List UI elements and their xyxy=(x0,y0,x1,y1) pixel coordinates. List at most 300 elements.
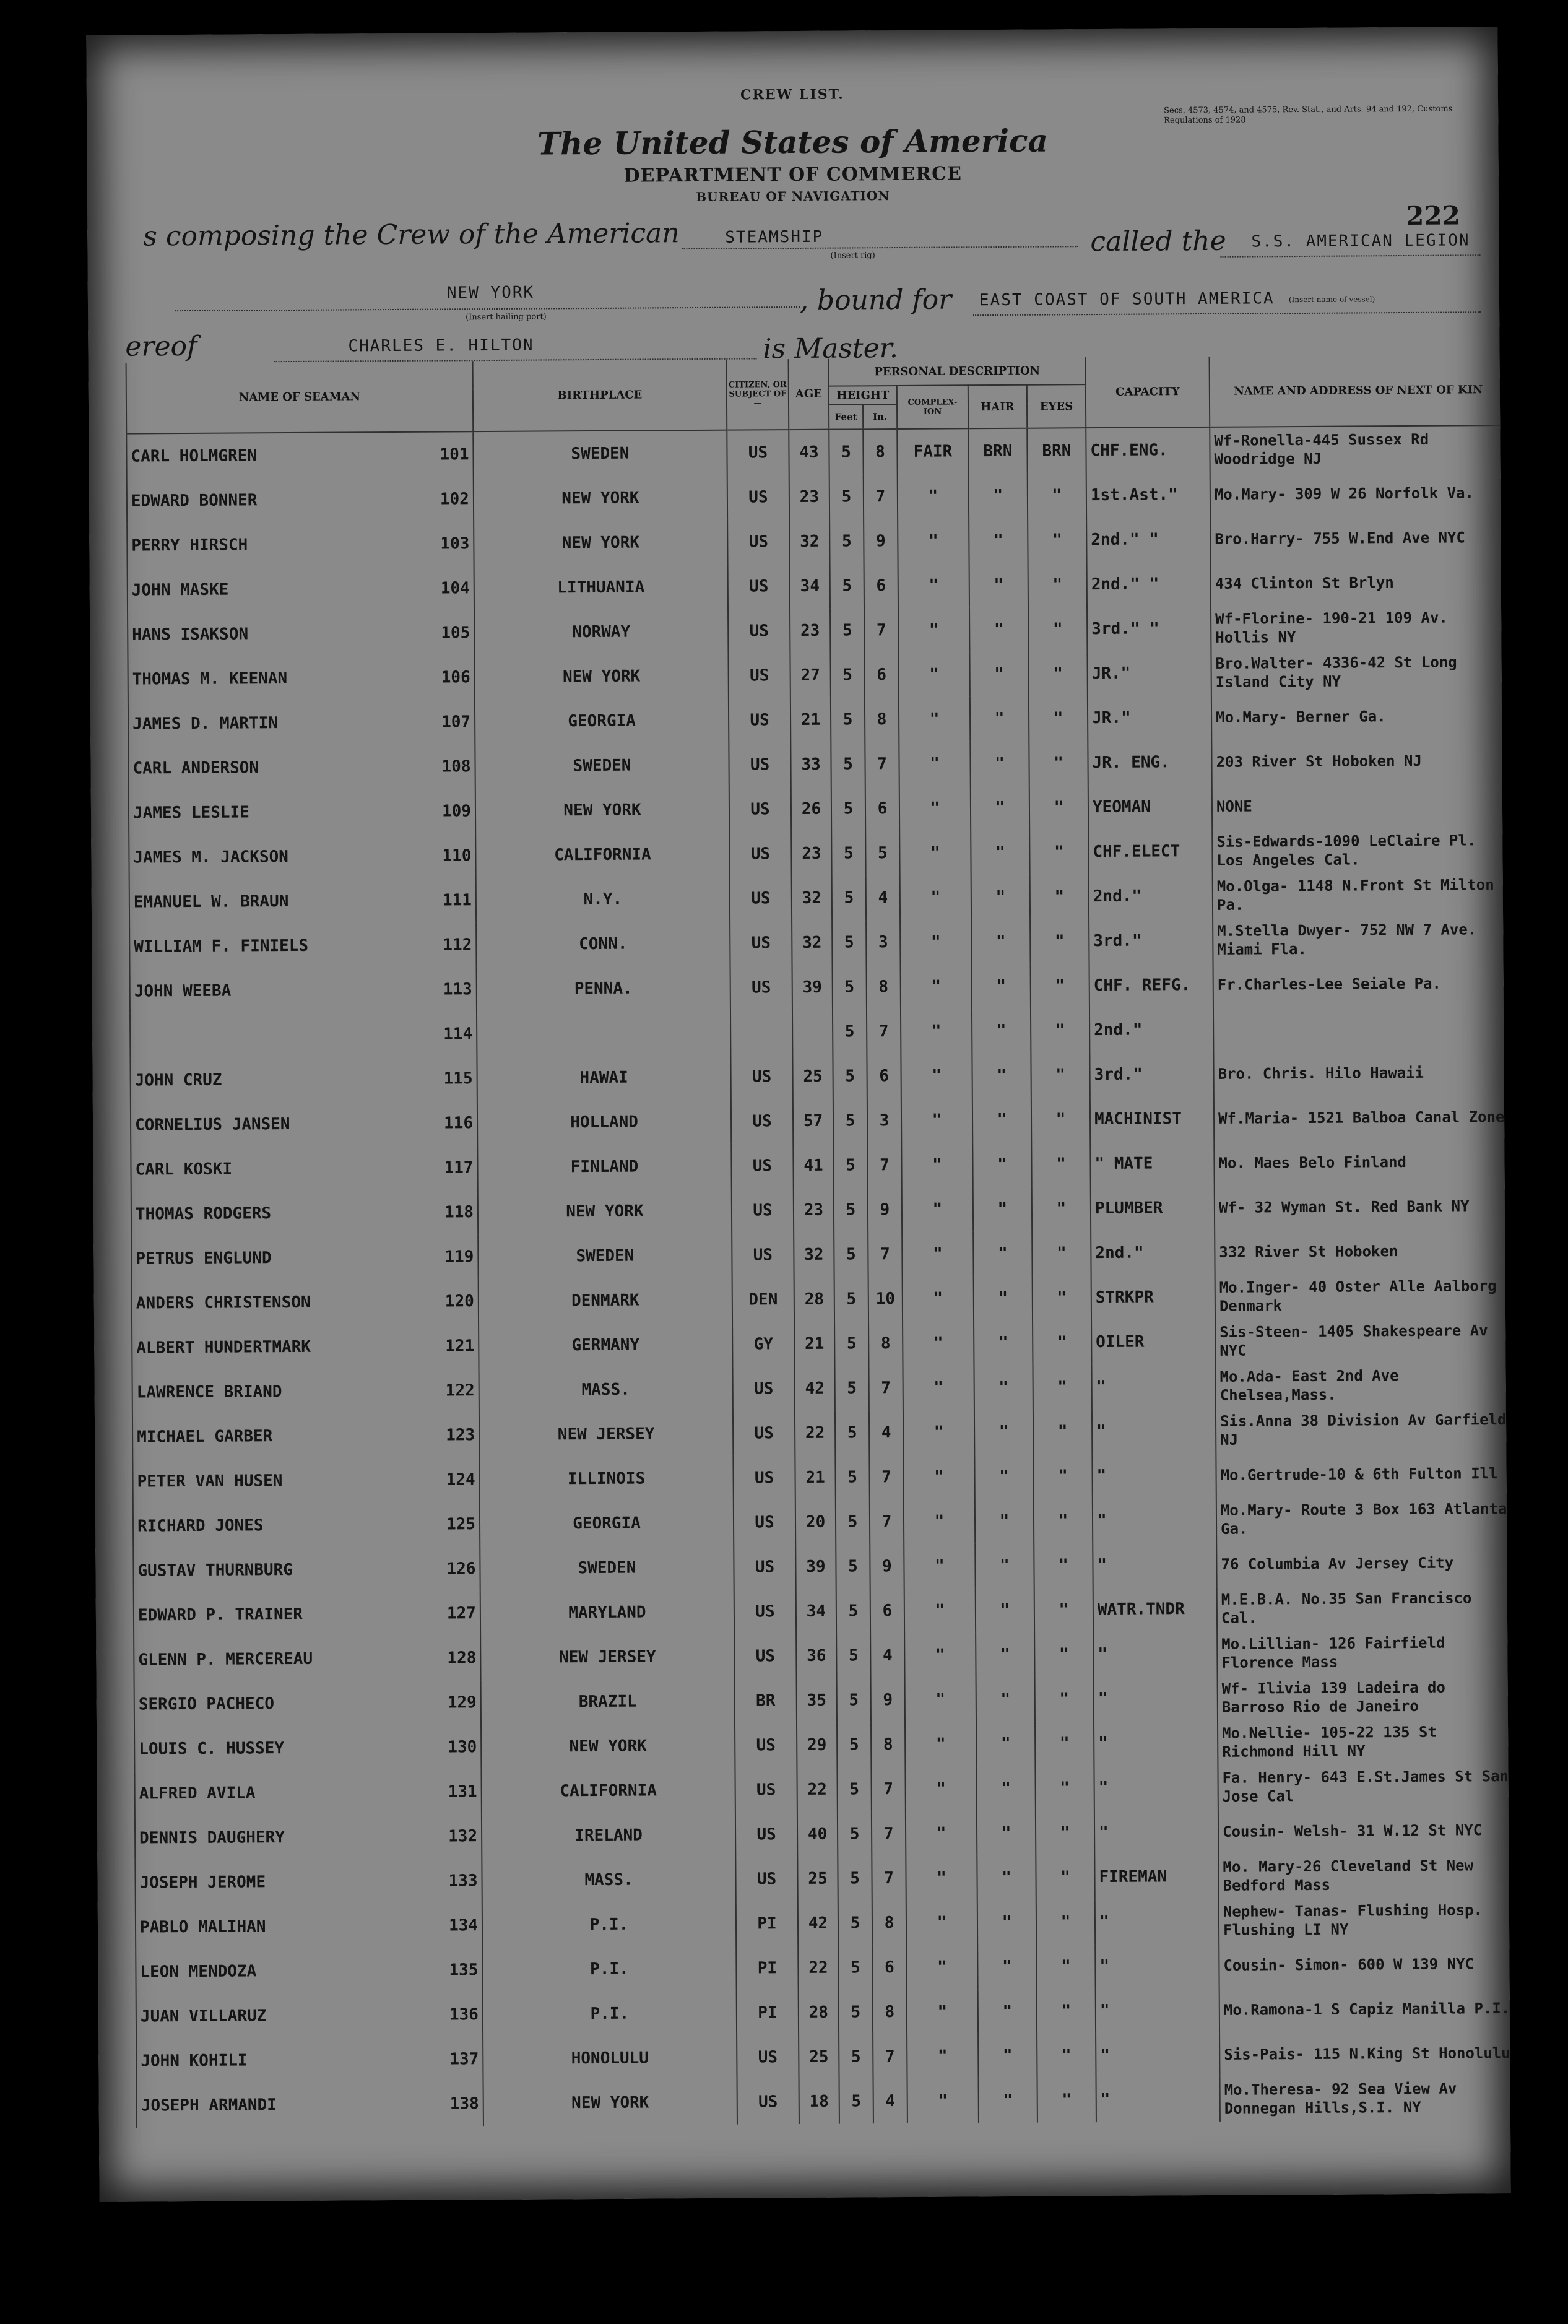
birthplace: SWEDEN xyxy=(473,430,727,477)
hair: " xyxy=(978,2034,1037,2079)
citizenship: BR xyxy=(735,1678,797,1723)
capacity: 3rd." xyxy=(1089,918,1213,963)
hair: " xyxy=(978,1989,1037,2034)
height-inches: 8 xyxy=(873,1990,907,2034)
height-inches: 6 xyxy=(870,1589,904,1633)
seaman-name: LEON MENDOZA xyxy=(140,1962,257,1982)
hair: " xyxy=(977,1855,1036,1901)
capacity: WATR.TNDR xyxy=(1093,1587,1217,1632)
crew-row xyxy=(129,916,1510,969)
capacity: JR. ENG. xyxy=(1088,740,1211,785)
citizenship: US xyxy=(733,1455,795,1501)
height-feet: 5 xyxy=(836,1544,870,1589)
crew-row xyxy=(134,1719,1511,1772)
height-feet: 5 xyxy=(839,2079,873,2123)
height-feet: 5 xyxy=(834,1277,868,1321)
eyes: " xyxy=(1036,1855,1094,1900)
crew-row xyxy=(128,560,1508,613)
eyes: " xyxy=(1036,1944,1095,1989)
capacity: 2nd." xyxy=(1091,1230,1215,1275)
height-feet: 5 xyxy=(836,1633,870,1678)
seaman-name: PETRUS ENGLUND xyxy=(136,1249,272,1268)
eyes: " xyxy=(1028,562,1087,607)
citizenship: US xyxy=(727,430,789,475)
age: 25 xyxy=(797,1857,838,1901)
height-feet: 5 xyxy=(835,1410,869,1455)
seaman-name-cell xyxy=(134,1591,480,1637)
seaman-number: 138 xyxy=(449,2094,479,2114)
capacity: " xyxy=(1092,1408,1216,1454)
complexion: " xyxy=(898,474,969,519)
seaman-number: 105 xyxy=(441,623,470,643)
height-inches: 4 xyxy=(869,1410,903,1455)
capacity: " xyxy=(1092,1453,1216,1498)
complexion: " xyxy=(903,1320,974,1366)
capacity: YEOMAN xyxy=(1088,784,1212,830)
eyes: " xyxy=(1033,1275,1091,1320)
seaman-name-cell xyxy=(127,521,474,568)
next-of-kin: Sis-Edwards-1090 LeClaire Pl. Los Angeles Cal. xyxy=(1212,827,1509,874)
eyes: " xyxy=(1028,473,1086,518)
complexion: " xyxy=(900,875,971,920)
seaman-name-cell xyxy=(130,967,477,1013)
age: 18 xyxy=(799,2079,839,2124)
citizenship: US xyxy=(734,1634,796,1679)
hair: " xyxy=(976,1632,1034,1678)
eyes: " xyxy=(1032,1231,1091,1276)
master-name: CHARLES E. HILTON xyxy=(348,336,534,356)
crew-row xyxy=(129,783,1509,836)
age: 22 xyxy=(798,1946,838,1990)
height-feet: 5 xyxy=(838,1856,872,1901)
birthplace: NORWAY xyxy=(474,609,728,656)
citizenship: US xyxy=(731,1099,793,1144)
hair: " xyxy=(974,1410,1033,1455)
birthplace: ILLINOIS xyxy=(479,1456,733,1502)
birthplace: FINLAND xyxy=(477,1144,731,1190)
age: 32 xyxy=(789,519,829,564)
crew-row xyxy=(134,1674,1511,1727)
crew-row xyxy=(132,1317,1511,1371)
seaman-number: 101 xyxy=(440,445,469,464)
hair: BRN xyxy=(968,428,1027,474)
eyes: " xyxy=(1029,740,1088,786)
capacity: " xyxy=(1094,1765,1218,1810)
eyes: " xyxy=(1028,518,1086,563)
age: 20 xyxy=(795,1500,836,1545)
height-inches: 9 xyxy=(871,1678,905,1722)
hailing-port: NEW YORK xyxy=(446,283,535,303)
seaman-name: JOHN MASKE xyxy=(131,580,229,600)
hair: " xyxy=(972,1008,1031,1054)
seaman-number: 117 xyxy=(444,1158,474,1177)
citizenship: US xyxy=(734,1545,795,1590)
crew-row xyxy=(131,1228,1510,1281)
capacity: 2nd." " xyxy=(1086,517,1210,562)
seaman-name: CARL HOLMGREN xyxy=(131,446,258,466)
age: 28 xyxy=(794,1277,834,1322)
seaman-number: 104 xyxy=(440,579,470,598)
seaman-name-cell xyxy=(129,833,475,880)
seaman-name-cell xyxy=(134,1636,480,1682)
height-feet: 5 xyxy=(832,875,866,920)
seaman-name-cell xyxy=(131,1190,478,1236)
next-of-kin xyxy=(1213,1005,1510,1052)
capacity: " xyxy=(1093,1498,1216,1543)
birthplace: SWEDEN xyxy=(475,743,729,789)
next-of-kin: 332 River St Hoboken xyxy=(1215,1228,1511,1275)
eyes: " xyxy=(1029,830,1088,875)
capacity: " xyxy=(1096,1988,1219,2033)
height-inches: 8 xyxy=(872,1901,906,1945)
height-feet: 5 xyxy=(833,965,867,1009)
next-of-kin: Mo.Mary- Route 3 Box 163 Atlanta Ga. xyxy=(1216,1496,1511,1542)
crew-row xyxy=(132,1407,1511,1460)
citizenship: US xyxy=(730,876,792,921)
crew-row xyxy=(133,1496,1511,1549)
citizenship: US xyxy=(729,742,790,787)
seaman-name: GUSTAV THURNBURG xyxy=(137,1561,293,1580)
capacity: 3rd." xyxy=(1089,1052,1213,1097)
age: 25 xyxy=(792,1054,833,1099)
seaman-name-cell xyxy=(131,1234,478,1281)
eyes: " xyxy=(1030,919,1089,964)
eyes: " xyxy=(1028,651,1087,696)
complexion: " xyxy=(903,1454,974,1499)
citizenship: US xyxy=(731,1143,793,1189)
seaman-number: 109 xyxy=(441,802,472,821)
age: 27 xyxy=(790,653,830,698)
seaman-name-cell xyxy=(131,1101,477,1147)
capacity: 2nd." xyxy=(1089,1007,1213,1052)
age: 41 xyxy=(793,1143,833,1188)
hair: " xyxy=(973,1187,1032,1232)
next-of-kin: 203 River St Hoboken NJ xyxy=(1211,738,1509,784)
seaman-name-cell xyxy=(136,2037,483,2083)
citizenship: US xyxy=(732,1366,794,1411)
citizenship: US xyxy=(728,564,790,609)
citizenship: US xyxy=(735,1723,797,1768)
complexion: " xyxy=(899,741,970,786)
height-inches: 4 xyxy=(870,1633,904,1678)
citizenship: DEN xyxy=(732,1277,794,1322)
height-feet: 5 xyxy=(832,920,866,965)
hair: " xyxy=(976,1766,1035,1811)
next-of-kin: 76 Columbia Av Jersey City xyxy=(1216,1540,1510,1587)
capacity: JR." xyxy=(1087,651,1211,696)
age xyxy=(792,1010,833,1054)
height-inches: 3 xyxy=(866,920,900,965)
hair: " xyxy=(976,1722,1035,1767)
hair: " xyxy=(969,563,1028,608)
bureau-heading: BUREAU OF NAVIGATION xyxy=(696,188,890,204)
citizenship: PI xyxy=(736,1901,798,1946)
complexion: " xyxy=(901,1142,972,1187)
crew-row xyxy=(128,604,1508,657)
crew-row xyxy=(134,1585,1511,1638)
height-inches: 7 xyxy=(873,2034,907,2079)
height-inches: 9 xyxy=(868,1187,902,1232)
complexion: " xyxy=(904,1543,975,1589)
seaman-name: JOSEPH ARMANDI xyxy=(141,2096,277,2115)
height-inches: 7 xyxy=(868,1232,902,1277)
eyes: " xyxy=(1034,1498,1093,1543)
seaman-name: THOMAS RODGERS xyxy=(135,1204,272,1224)
crew-row xyxy=(135,1852,1510,1906)
capacity: STRKPR xyxy=(1091,1275,1215,1320)
hair: " xyxy=(977,1811,1036,1856)
height-inches: 7 xyxy=(867,1143,901,1187)
col-eyes-header: EYES xyxy=(1027,384,1086,428)
height-feet: 5 xyxy=(836,1589,870,1633)
height-inches: 7 xyxy=(872,1811,906,1856)
complexion: " xyxy=(901,964,972,1009)
age: 39 xyxy=(795,1545,836,1589)
birthplace: NEW YORK xyxy=(474,654,728,700)
birthplace: NEW JERSEY xyxy=(480,1634,734,1681)
next-of-kin: Mo.Inger- 40 Oster Alle Aalborg Denmark xyxy=(1215,1273,1511,1319)
birthplace: SWEDEN xyxy=(478,1233,732,1280)
height-inches: 8 xyxy=(868,1321,903,1366)
crew-row xyxy=(127,470,1507,524)
next-of-kin: Wf- Ilivia 139 Ladeira do Barroso Rio de Janeiro xyxy=(1218,1674,1511,1720)
height-inches: 7 xyxy=(870,1499,904,1544)
birthplace: HOLLAND xyxy=(477,1099,731,1146)
seaman-name-cell xyxy=(131,1145,477,1192)
age: 23 xyxy=(794,1188,834,1233)
height-inches: 7 xyxy=(865,742,899,786)
birthplace: NEW YORK xyxy=(475,787,729,834)
height-feet: 5 xyxy=(837,1678,871,1722)
seaman-name-cell xyxy=(136,1992,483,2039)
hailing-hint: (Insert hailing port) xyxy=(466,312,547,323)
age: 29 xyxy=(797,1723,837,1767)
age: 23 xyxy=(791,831,831,876)
seaman-number: 114 xyxy=(443,1025,473,1044)
height-inches: 6 xyxy=(872,1945,906,1990)
capacity: PLUMBER xyxy=(1091,1186,1215,1231)
capacity: " xyxy=(1093,1631,1217,1676)
next-of-kin: M.E.B.A. No.35 San Francisco Cal. xyxy=(1217,1585,1511,1631)
hair: " xyxy=(969,652,1028,697)
age: 42 xyxy=(794,1366,834,1411)
eyes: " xyxy=(1035,1676,1094,1722)
age: 34 xyxy=(790,564,830,609)
col-birthplace-header: BIRTHPLACE xyxy=(473,360,727,432)
seaman-name: LOUIS C. HUSSEY xyxy=(139,1739,285,1759)
citizenship: US xyxy=(729,787,791,832)
eyes: " xyxy=(1036,1899,1095,1945)
hair: " xyxy=(975,1499,1034,1544)
citizenship: US xyxy=(732,1188,794,1233)
vessel-rig: STEAMSHIP xyxy=(725,227,824,247)
height-inches: 10 xyxy=(868,1277,903,1321)
seaman-name: ALFRED AVILA xyxy=(139,1784,256,1803)
height-inches: 6 xyxy=(867,1054,901,1098)
complexion: " xyxy=(904,1632,976,1678)
height-feet: 5 xyxy=(835,1455,869,1499)
seaman-name: JAMES LESLIE xyxy=(132,803,249,823)
birthplace: P.I. xyxy=(482,1946,736,1993)
crew-row xyxy=(128,693,1509,747)
capacity: OILER xyxy=(1091,1319,1215,1364)
height-inches: 7 xyxy=(869,1455,903,1499)
age: 26 xyxy=(791,787,831,831)
seaman-name-cell xyxy=(136,1948,482,1994)
eyes: " xyxy=(1034,1543,1093,1588)
birthplace: MASS. xyxy=(482,1857,735,1904)
seaman-name: EMANUEL W. BRAUN xyxy=(133,892,289,912)
seaman-name-cell xyxy=(133,1502,480,1548)
next-of-kin: Mo.Ada- East 2nd Ave Chelsea,Mass. xyxy=(1215,1362,1510,1408)
seaman-number: 123 xyxy=(446,1426,475,1445)
seaman-name-cell xyxy=(132,1413,479,1459)
next-of-kin: Mo. Maes Belo Finland xyxy=(1214,1139,1510,1186)
complexion: " xyxy=(899,830,971,875)
seaman-name-cell xyxy=(135,1814,482,1860)
seaman-name-cell xyxy=(137,2081,483,2128)
seaman-number: 103 xyxy=(440,534,470,553)
next-of-kin: Bro.Walter- 4336-42 St Long Island City NY xyxy=(1211,649,1508,695)
next-of-kin: Wf-Ronella-445 Sussex Rd Woodridge NJ xyxy=(1210,425,1507,472)
seaman-name: DENNIS DAUGHERY xyxy=(139,1828,285,1848)
hair: " xyxy=(972,1053,1031,1098)
col-inches-header: In. xyxy=(863,404,897,429)
citizenship: US xyxy=(730,921,792,966)
eyes: " xyxy=(1033,1364,1091,1410)
crew-row xyxy=(128,738,1509,791)
height-feet: 5 xyxy=(831,697,865,742)
seaman-name: SERGIO PACHECO xyxy=(138,1694,275,1714)
complexion: " xyxy=(903,1410,974,1455)
seaman-name-cell xyxy=(126,431,473,479)
height-inches: 8 xyxy=(867,965,901,1009)
height-feet: 5 xyxy=(839,1990,873,2034)
crew-row xyxy=(131,1095,1511,1148)
seaman-number: 122 xyxy=(445,1381,475,1400)
age: 40 xyxy=(797,1812,838,1857)
seaman-name-cell xyxy=(128,610,474,657)
capacity: " xyxy=(1093,1542,1216,1587)
birthplace: BRAZIL xyxy=(481,1679,735,1725)
col-feet-header: Feet xyxy=(829,404,863,429)
hair: " xyxy=(976,1588,1034,1633)
citizenship: US xyxy=(735,1812,797,1857)
eyes: " xyxy=(1033,1454,1092,1499)
complexion: " xyxy=(898,518,969,563)
height-inches: 6 xyxy=(864,563,898,608)
height-feet: 5 xyxy=(831,742,865,786)
eyes: " xyxy=(1030,874,1089,919)
capacity: " xyxy=(1096,2077,1220,2122)
height-feet: 5 xyxy=(834,1187,868,1232)
crew-row xyxy=(127,515,1507,568)
seaman-name-cell xyxy=(135,1858,482,1905)
capacity: " xyxy=(1096,2032,1219,2078)
statute-note: Secs. 4573, 4574, and 4575, Rev. Stat., and Arts. 94 and 192, Customs Regulations of 1928 xyxy=(1164,104,1453,126)
citizenship: US xyxy=(730,965,792,1010)
seaman-number: 129 xyxy=(447,1693,477,1712)
seaman-name: MICHAEL GARBER xyxy=(137,1427,273,1447)
seaman-name-cell xyxy=(128,744,475,791)
citizenship: US xyxy=(733,1411,795,1456)
col-personal-header: PERSONAL DESCRIPTION xyxy=(829,357,1086,386)
col-complexion-header: COMPLEX- ION xyxy=(897,385,968,429)
next-of-kin: Mo.Mary- Berner Ga. xyxy=(1211,693,1509,740)
citizenship: US xyxy=(729,831,791,877)
seaman-name-cell xyxy=(133,1546,480,1593)
age: 28 xyxy=(799,1990,839,2035)
eyes: " xyxy=(1029,696,1088,741)
next-of-kin: Mo.Theresa- 92 Sea View Av Donnegan Hills,S.I. NY xyxy=(1220,2075,1511,2122)
citizenship xyxy=(730,1010,792,1055)
crew-row xyxy=(137,2075,1511,2128)
col-age-header: AGE xyxy=(789,359,829,430)
next-of-kin: Cousin- Welsh- 31 W.12 St NYC xyxy=(1218,1808,1511,1854)
seaman-name: JAMES M. JACKSON xyxy=(133,848,288,867)
country-heading: The United States of America xyxy=(537,122,1049,162)
crew-list-sheet xyxy=(86,27,1510,2202)
complexion: " xyxy=(904,1499,975,1544)
height-inches: 7 xyxy=(864,608,898,653)
next-of-kin: Nephew- Tanas- Flushing Hosp. Flushing LI NY xyxy=(1219,1897,1511,1943)
bound-for-label: , bound for xyxy=(799,284,952,316)
seaman-name: JAMES D. MARTIN xyxy=(132,714,279,734)
eyes: " xyxy=(1031,963,1089,1008)
seaman-number: 137 xyxy=(449,2050,479,2069)
destination: EAST COAST OF SOUTH AMERICA xyxy=(979,289,1275,310)
birthplace: P.I. xyxy=(482,1902,736,1948)
seaman-number: 125 xyxy=(446,1515,476,1534)
eyes: " xyxy=(1036,1810,1094,1855)
citizenship: US xyxy=(735,1767,797,1813)
seaman-number: 130 xyxy=(448,1738,477,1757)
complexion: " xyxy=(905,1677,976,1722)
birthplace: NEW YORK xyxy=(481,1723,735,1770)
eyes: " xyxy=(1034,1632,1093,1677)
height-inches: 7 xyxy=(867,1009,901,1054)
birthplace: N.Y. xyxy=(476,877,730,923)
age: 33 xyxy=(790,742,831,787)
hair: " xyxy=(976,1677,1035,1722)
eyes: " xyxy=(1032,1186,1091,1231)
next-of-kin: Bro. Chris. Hilo Hawaii xyxy=(1213,1050,1510,1096)
seaman-name: JOSEPH JEROME xyxy=(139,1873,266,1893)
birthplace: NEW YORK xyxy=(478,1189,732,1235)
complexion: " xyxy=(898,652,969,697)
next-of-kin: Wf-Florine- 190-21 109 Av. Hollis NY xyxy=(1211,604,1508,651)
capacity: 3rd." " xyxy=(1087,606,1211,651)
crew-row xyxy=(136,1941,1510,1995)
next-of-kin: Mo.Lillian- 126 Fairfield Florence Mass xyxy=(1217,1629,1511,1676)
height-feet: 5 xyxy=(831,831,865,875)
next-of-kin: M.Stella Dwyer- 752 NW 7 Ave. Miami Fla. xyxy=(1213,916,1510,963)
seaman-number: 131 xyxy=(448,1782,477,1802)
crew-row xyxy=(136,1986,1511,2039)
seaman-name-cell xyxy=(128,566,474,612)
height-feet: 5 xyxy=(834,1366,868,1410)
age: 22 xyxy=(795,1411,835,1455)
seaman-name: WILLIAM F. FINIELS xyxy=(134,936,309,956)
height-inches: 9 xyxy=(864,519,898,563)
complexion: " xyxy=(900,919,971,965)
capacity: CHF. REFG. xyxy=(1089,963,1213,1008)
hair: " xyxy=(972,1142,1031,1187)
age: 23 xyxy=(790,609,830,653)
next-of-kin: Fr.Charles-Lee Seiale Pa. xyxy=(1213,961,1510,1007)
age: 23 xyxy=(789,475,829,519)
height-feet: 5 xyxy=(830,653,864,697)
